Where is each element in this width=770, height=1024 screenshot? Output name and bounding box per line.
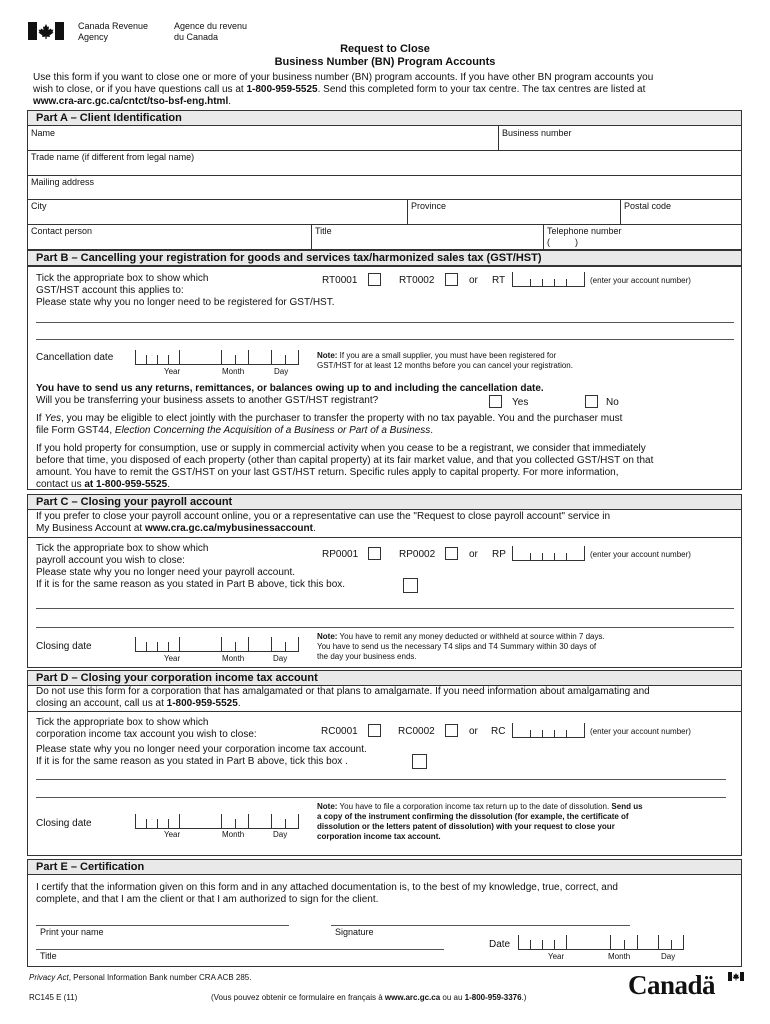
- part-d-heading: Part D – Closing your corporation income tax account: [27, 670, 742, 686]
- title-line[interactable]: [36, 949, 444, 950]
- rt-label: RT: [492, 275, 506, 286]
- rc0001-label: RC0001: [321, 726, 358, 737]
- postal-code-field[interactable]: Postal code: [624, 201, 672, 211]
- corp-closing-date-label: Closing date: [36, 818, 92, 829]
- cancellation-month-caption: Month: [222, 367, 245, 376]
- print-name-line[interactable]: [36, 925, 289, 926]
- agency-name-fr: Agence du revenu du Canada: [174, 21, 248, 42]
- telephone-field[interactable]: Telephone number ( ): [547, 226, 622, 247]
- rc-account-number-field[interactable]: [512, 724, 585, 738]
- gst-reason-line-2[interactable]: [36, 339, 734, 340]
- rp0002-checkbox[interactable]: [445, 547, 458, 560]
- rc-or-label: or: [469, 726, 478, 737]
- rp0001-label: RP0001: [322, 549, 359, 560]
- contact-person-field[interactable]: Contact person: [31, 226, 93, 236]
- corp-day-caption: Day: [273, 830, 288, 839]
- rp0002-label: RP0002: [399, 549, 436, 560]
- rc-enter-account-hint: (enter your account number): [590, 727, 691, 736]
- rp-label: RP: [492, 549, 506, 560]
- city-field[interactable]: City: [31, 201, 47, 211]
- cancellation-day-caption: Day: [274, 367, 289, 376]
- rc0002-checkbox[interactable]: [445, 724, 458, 737]
- corp-dissolution-note: Note: You have to file a corporation income tax return up to the date of dissolution. Send us a copy of the instrument confirming the dissolution (for example, the certificate of dissolution or the letters patent of dissolution) with your request to close your corporation income tax account.: [317, 802, 643, 841]
- canada-wordmark-logo: Canadä: [628, 970, 744, 1000]
- canada-flag-icon: [28, 22, 64, 40]
- canada-wordmark-flag-icon: [728, 972, 744, 981]
- gst-tick-instruction: Tick the appropriate box to show which GST/HST account this applies to:: [36, 273, 209, 296]
- corp-year-caption: Year: [164, 830, 181, 839]
- form-code: RC145 E (11): [29, 993, 78, 1002]
- cancellation-year-caption: Year: [164, 367, 181, 376]
- signature-label: Signature: [335, 927, 374, 937]
- corp-month-caption: Month: [222, 830, 245, 839]
- corp-reason-line-2[interactable]: [36, 797, 726, 798]
- transfer-yes-label: Yes: [512, 397, 529, 408]
- corp-tick-instruction: Tick the appropriate box to show which corporation income tax account you wish to close:: [36, 717, 257, 740]
- rt-account-number-field[interactable]: [512, 273, 585, 287]
- agency-name-en: Canada Revenue Agency: [78, 21, 149, 42]
- corp-closing-date-field[interactable]: [135, 815, 299, 829]
- payroll-closing-date-label: Closing date: [36, 641, 92, 652]
- amalgamation-text: Do not use this form for a corporation that has amalgamated or that plans to amalgamate. If you need information about amalgamating and closing an account, call us at 1-800-959-5525.: [36, 686, 650, 709]
- province-field[interactable]: Province: [411, 201, 447, 211]
- or-label: or: [469, 275, 478, 286]
- title-field[interactable]: Title: [315, 226, 332, 236]
- payroll-remit-note: Note: You have to remit any money deducted or withheld at source within 7 days. You have to send us the necessary T4 slips and T4 Summary within 30 days of the day your business ends.: [317, 632, 605, 661]
- form-title: Request to Close Business Number (BN) Program Accounts: [274, 43, 496, 68]
- intro-text: Use this form if you want to close one or more of your business number (BN) program accounts. If you have other BN program accounts you wish to close, or if you have questions call us at 1-800-959-5525. Send this completed form to your tax centre. The tax centres are listed at www.cra-arc.gc.ca/cntct/tso-bsf-eng.html.: [33, 72, 654, 107]
- part-e-heading: Part E – Certification: [27, 859, 742, 875]
- signature-line[interactable]: [331, 925, 630, 926]
- part-e-box: [27, 859, 742, 967]
- rc-label: RC: [491, 726, 506, 737]
- certification-month-caption: Month: [608, 952, 631, 961]
- transfer-no-checkbox[interactable]: [585, 395, 598, 408]
- rp-or-label: or: [469, 549, 478, 560]
- rt0001-label: RT0001: [322, 275, 358, 286]
- election-info-text: If Yes, you may be eligible to elect jointly with the purchaser to transfer the property with no tax payable. You and the purchaser must file Form GST44, Election Concerning the Acquisition of a Business or Part of a Business.: [36, 413, 623, 436]
- payroll-same-reason-label: If it is for the same reason as you stated in Part B above, tick this box.: [36, 579, 346, 590]
- rc0001-checkbox[interactable]: [368, 724, 381, 737]
- part-a-heading: Part A – Client Identification: [27, 110, 742, 126]
- print-name-label: Print your name: [40, 927, 104, 937]
- french-version-notice: (Vous pouvez obtenir ce formulaire en français à www.arc.gc.ca ou au 1-800-959-3376.): [211, 993, 527, 1002]
- cancellation-date-field[interactable]: [135, 351, 299, 365]
- business-number-field[interactable]: Business number: [502, 128, 572, 138]
- payroll-tick-instruction: Tick the appropriate box to show which payroll account you wish to close:: [36, 543, 209, 566]
- corp-same-reason-checkbox[interactable]: [412, 754, 427, 769]
- payroll-reason-line-1[interactable]: [36, 608, 734, 609]
- payroll-reason-label: Please state why you no longer need your payroll account.: [36, 567, 296, 578]
- transfer-no-label: No: [606, 397, 619, 408]
- send-returns-notice: You have to send us any returns, remittances, or balances owing up to and including the cancellation date.: [36, 383, 544, 394]
- name-field[interactable]: Name: [31, 128, 56, 138]
- rt0002-label: RT0002: [399, 275, 435, 286]
- certification-year-caption: Year: [548, 952, 565, 961]
- small-supplier-note: Note: If you are a small supplier, you must have been registered for GST/HST for at least 12 months before you can cancel your registration.: [317, 351, 573, 370]
- payroll-month-caption: Month: [222, 654, 245, 663]
- gst-reason-line-1[interactable]: [36, 322, 734, 323]
- rp0001-checkbox[interactable]: [368, 547, 381, 560]
- payroll-day-caption: Day: [273, 654, 288, 663]
- gst-reason-label: Please state why you no longer need to be registered for GST/HST.: [36, 297, 335, 308]
- payroll-year-caption: Year: [164, 654, 181, 663]
- certification-text: I certify that the information given on this form and in any attached documentation is, to the best of my knowledge, true, correct, and complete, and that I am the client or that I am authorized to sign for the client.: [36, 882, 618, 905]
- trade-name-field[interactable]: Trade name (if different from legal name): [31, 152, 195, 162]
- payroll-reason-line-2[interactable]: [36, 627, 734, 628]
- payroll-closing-date-field[interactable]: [135, 638, 299, 652]
- rp-enter-account-hint: (enter your account number): [590, 550, 691, 559]
- rt0002-checkbox[interactable]: [445, 273, 458, 286]
- cancellation-date-label: Cancellation date: [36, 352, 114, 363]
- part-c-heading: Part C – Closing your payroll account: [27, 494, 742, 510]
- rc0002-label: RC0002: [398, 726, 435, 737]
- rt-enter-account-hint: (enter your account number): [590, 276, 691, 285]
- transfer-yes-checkbox[interactable]: [489, 395, 502, 408]
- rp-account-number-field[interactable]: [512, 547, 585, 561]
- transfer-assets-question: Will you be transferring your business assets to another GST/HST registrant?: [36, 395, 379, 406]
- privacy-act-notice: Privacy Act, Personal Information Bank number CRA ACB 285.: [29, 973, 252, 982]
- certification-date-field[interactable]: [518, 936, 684, 950]
- certification-date-label: Date: [489, 939, 511, 950]
- property-info-text: If you hold property for consumption, use or supply in commercial activity when you cease to be a registrant, we consider that immediately before that time, you disposed of each property (other than capital property) at its fair market value, and that you collected GST/HST on that amount. You have to remit the GST/HST on your last GST/HST return. Specific rules apply to capital property. For more information, contact us at 1-800-959-5525.: [36, 443, 654, 490]
- payroll-online-text: If you prefer to close your payroll account online, you or a representative can use the "Request to close payroll account" service in My Business Account at www.cra.gc.ca/mybusinessaccount.: [36, 511, 611, 534]
- corp-same-reason-label: If it is for the same reason as you stated in Part B above, tick this box .: [36, 756, 348, 767]
- corp-reason-label: Please state why you no longer need your corporation income tax account.: [36, 744, 367, 755]
- mailing-address-field[interactable]: Mailing address: [31, 177, 95, 187]
- rt0001-checkbox[interactable]: [368, 273, 381, 286]
- certification-day-caption: Day: [661, 952, 676, 961]
- corp-reason-line-1[interactable]: [36, 779, 726, 780]
- payroll-same-reason-checkbox[interactable]: [403, 578, 418, 593]
- certification-title-label: Title: [40, 951, 57, 961]
- part-b-heading: Part B – Cancelling your registration for goods and services tax/harmonized sales tax (GST/HST): [27, 250, 742, 266]
